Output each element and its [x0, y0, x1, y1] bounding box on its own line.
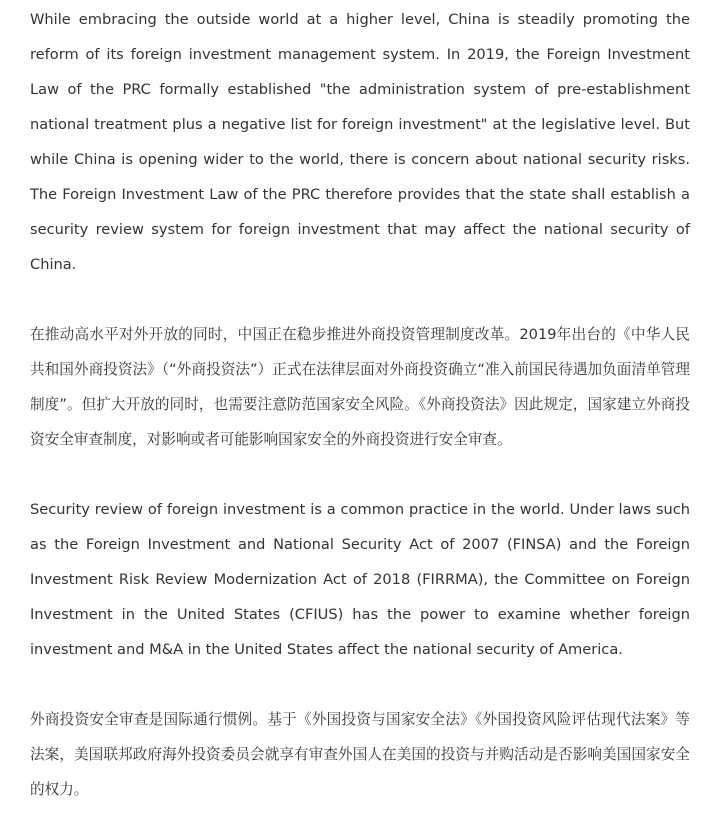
- paragraph-english-1: While embracing the outside world at a higher level, China is steadily promoting the reform of its foreign investment management system. In 2019, the Foreign Investment Law of the PRC formally established "the administration system of pre-establishment national treatment plus a negative list for foreign investment" at the legislative level. But while China is opening wider to the world, there is concern about national security risks. The Foreign Investment Law of the PRC therefore provides that the state shall establish a security review system for foreign investment that may affect the national security of China.: [30, 11, 690, 273]
- paragraph-english-2: Security review of foreign investment is a common practice in the world. Under laws such as the Foreign Investment and National Security Act of 2007 (FINSA) and the Foreign Investment Risk Review Modernization Act of 2018 (FIRRMA), the Committee on Foreign Investment in the United States (CFIUS) has the power to examine whether foreign investment and M&A in the United States affect the national security of America.: [30, 501, 690, 658]
- paragraph-chinese-1: 在推动高水平对外开放的同时，中国正在稳步推进外商投资管理制度改革。2019年出台的《中华人民共和国外商投资法》（“外商投资法”）正式在法律层面对外商投资确立“准入前国民待遇加负面清单管理制度”。但扩大开放的同时，也需要注意防范国家安全风险。《外商投资法》因此规定，国家建立外商投资安全审查制度，对影响或者可能影响国家安全的外商投资进行安全审查。: [30, 326, 690, 448]
- document-body: [30, 2, 690, 807]
- paragraph-chinese-2: 外商投资安全审查是国际通行惯例。基于《外国投资与国家安全法》《外国投资风险评估现代法案》等法案，美国联邦政府海外投资委员会就享有审查外国人在美国的投资与并购活动是否影响美国国家安全的权力。: [30, 711, 690, 798]
